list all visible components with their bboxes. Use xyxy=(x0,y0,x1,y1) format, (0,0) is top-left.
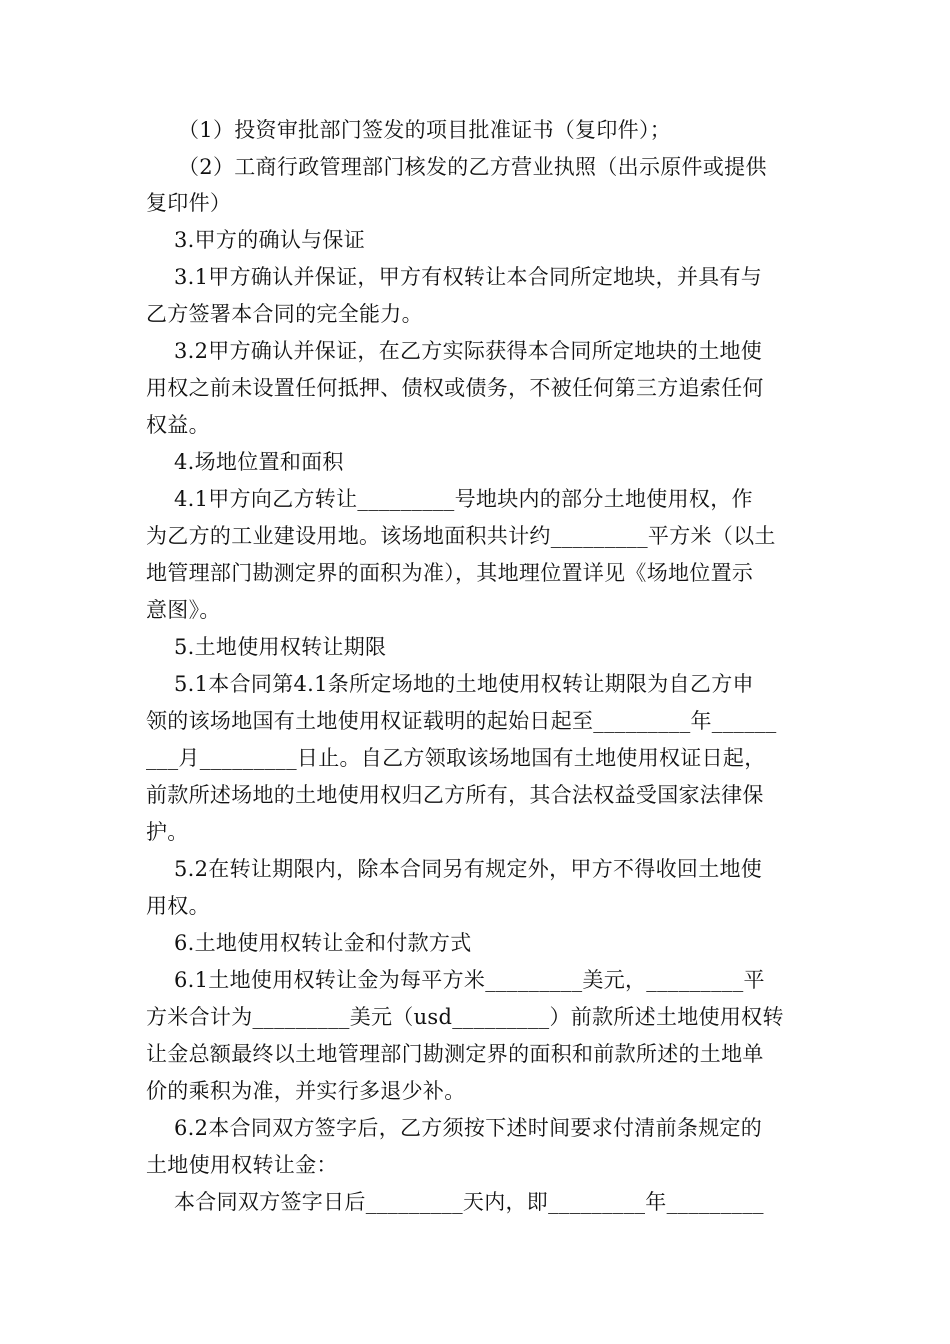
clause-5-2-cont: 用权。 xyxy=(146,894,210,918)
clause-5-1-cont-1: 领的该场地国有土地使用权证载明的起始日起至_________年______ xyxy=(146,709,777,733)
clause-4-1-cont-2: 地管理部门勘测定界的面积为准），其地理位置详见《场地位置示 xyxy=(146,561,754,585)
clause-3-1: 3.1甲方确认并保证，甲方有权转让本合同所定地块，并具有与 xyxy=(174,265,763,289)
clause-6-2-cont: 土地使用权转让金： xyxy=(146,1153,338,1177)
paragraph-item-1: （1）投资审批部门签发的项目批准证书（复印件）； xyxy=(178,118,672,142)
clause-5-2: 5.2在转让期限内，除本合同另有规定外，甲方不得收回土地使 xyxy=(174,857,763,881)
clause-4-1: 4.1甲方向乙方转让_________号地块内的部分土地使用权，作 xyxy=(174,487,753,511)
clause-4-1-cont-1: 为乙方的工业建设用地。该场地面积共计约_________平方米（以土 xyxy=(146,524,776,548)
payment-schedule-line: 本合同双方签字日后_________天内，即_________年_________ xyxy=(174,1190,764,1214)
clause-4-1-cont-3: 意图》。 xyxy=(146,598,221,622)
clause-6-1: 6.1土地使用权转让金为每平方米_________美元，_________平 xyxy=(174,968,765,992)
paragraph-item-2-cont: 复印件） xyxy=(146,191,232,215)
paragraph-item-2: （2）工商行政管理部门核发的乙方营业执照（出示原件或提供 xyxy=(178,155,767,179)
section-heading-4: 4.场地位置和面积 xyxy=(174,450,344,474)
clause-5-1-cont-4: 护。 xyxy=(146,820,189,844)
section-heading-3: 3.甲方的确认与保证 xyxy=(174,228,366,252)
clause-5-1: 5.1本合同第4.1条所定场地的土地使用权转让期限为自乙方申 xyxy=(174,672,754,696)
clause-3-2: 3.2甲方确认并保证，在乙方实际获得本合同所定地块的土地使 xyxy=(174,339,763,363)
section-heading-6: 6.土地使用权转让金和付款方式 xyxy=(174,931,472,955)
clause-3-1-cont: 乙方签署本合同的完全能力。 xyxy=(146,302,423,326)
clause-6-1-cont-3: 价的乘积为准，并实行多退少补。 xyxy=(146,1079,466,1103)
clause-6-1-cont-1: 方米合计为_________美元（usd_________）前款所述土地使用权转 xyxy=(146,1005,784,1029)
clause-3-2-cont-1: 用权之前未设置任何抵押、债权或债务，不被任何第三方追索任何 xyxy=(146,376,764,400)
clause-6-2: 6.2本合同双方签字后，乙方须按下述时间要求付清前条规定的 xyxy=(174,1116,763,1140)
clause-5-1-cont-3: 前款所述场地的土地使用权归乙方所有，其合法权益受国家法律保 xyxy=(146,783,764,807)
clause-6-1-cont-2: 让金总额最终以土地管理部门勘测定界的面积和前款所述的土地单 xyxy=(146,1042,764,1066)
clause-3-2-cont-2: 权益。 xyxy=(146,413,210,437)
section-heading-5: 5.土地使用权转让期限 xyxy=(174,635,387,659)
clause-5-1-cont-2: ___月_________日止。自乙方领取该场地国有土地使用权证日起， xyxy=(146,746,766,770)
